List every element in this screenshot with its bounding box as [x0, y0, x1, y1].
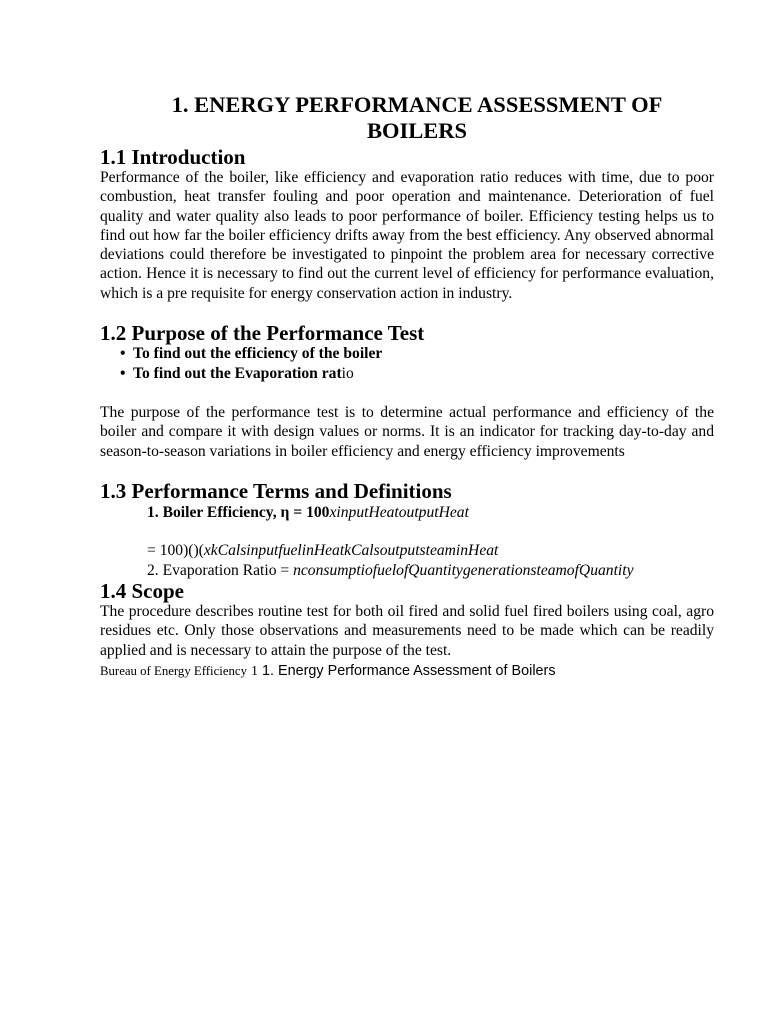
purpose-paragraph: The purpose of the performance test is to determine actual performance and efficiency of the boiler and compare it with design values or norms. It is an indicator for tracking day-to-day and season-to-season variations in boiler efficiency and energy efficiency improvements: [100, 404, 714, 460]
definition-prefix: = 100)()(: [147, 542, 204, 559]
purpose-bullet-list: [120, 344, 382, 384]
footer-running-title: 1. Energy Performance Assessment of Boilers: [262, 663, 556, 679]
footer-page-number: 1: [251, 664, 258, 679]
document-title: 1. ENERGY PERFORMANCE ASSESSMENT OF BOILERS: [171, 92, 663, 143]
section-heading-introduction: 1.1 Introduction: [100, 145, 246, 169]
footer-publisher: Bureau of Energy Efficiency: [100, 664, 247, 678]
section-heading-definitions: 1.3 Performance Terms and Definitions: [100, 479, 452, 503]
bullet-text-tail: io: [341, 365, 354, 382]
section-heading-scope: 1.4 Scope: [100, 579, 184, 603]
list-item: [120, 344, 382, 364]
bullet-text: To find out the efficiency of the boiler: [133, 345, 383, 362]
definition-label: 2. Evaporation Ratio =: [147, 562, 294, 579]
scope-paragraph: The procedure describes routine test for both oil fired and solid fuel fired boilers using coal, agro residues etc. Only those observations and measurements need to be made which can be readily applied and is necessary to attain the purpose of the test.: [100, 603, 714, 659]
definition-evaporation-ratio: [147, 561, 634, 580]
definition-formula: nconsumptiofuelofQuantitygenerationsteamofQuantity: [293, 562, 634, 579]
page-footer: [100, 661, 556, 681]
definition-boiler-efficiency-expanded: [147, 541, 498, 560]
definition-boiler-efficiency: [147, 503, 469, 522]
definition-formula: xinputHeatoutputHeat: [329, 504, 469, 521]
list-item: [120, 364, 382, 384]
definition-label: 1. Boiler Efficiency, η = 100: [147, 504, 330, 521]
definition-formula: xkCalsinputfuelinHeatkCalsoutputsteaminHeat: [203, 542, 499, 559]
section-heading-purpose: 1.2 Purpose of the Performance Test: [100, 321, 425, 345]
bullet-text: To find out the Evaporation rat: [133, 365, 342, 382]
introduction-paragraph: Performance of the boiler, like efficiency and evaporation ratio reduces with time, due to poor combustion, heat transfer fouling and poor operation and maintenance. Deterioration of fuel quality and water quality also leads to poor performance of boiler. Efficiency testing helps us to find out how far the boiler efficiency drifts away from the best efficiency. Any observed abnormal deviations could therefore be investigated to pinpoint the problem area for necessary corrective action. Hence it is necessary to find out the current level of efficiency for performance evaluation, which is a pre requisite for energy conservation action in industry.: [100, 169, 714, 302]
